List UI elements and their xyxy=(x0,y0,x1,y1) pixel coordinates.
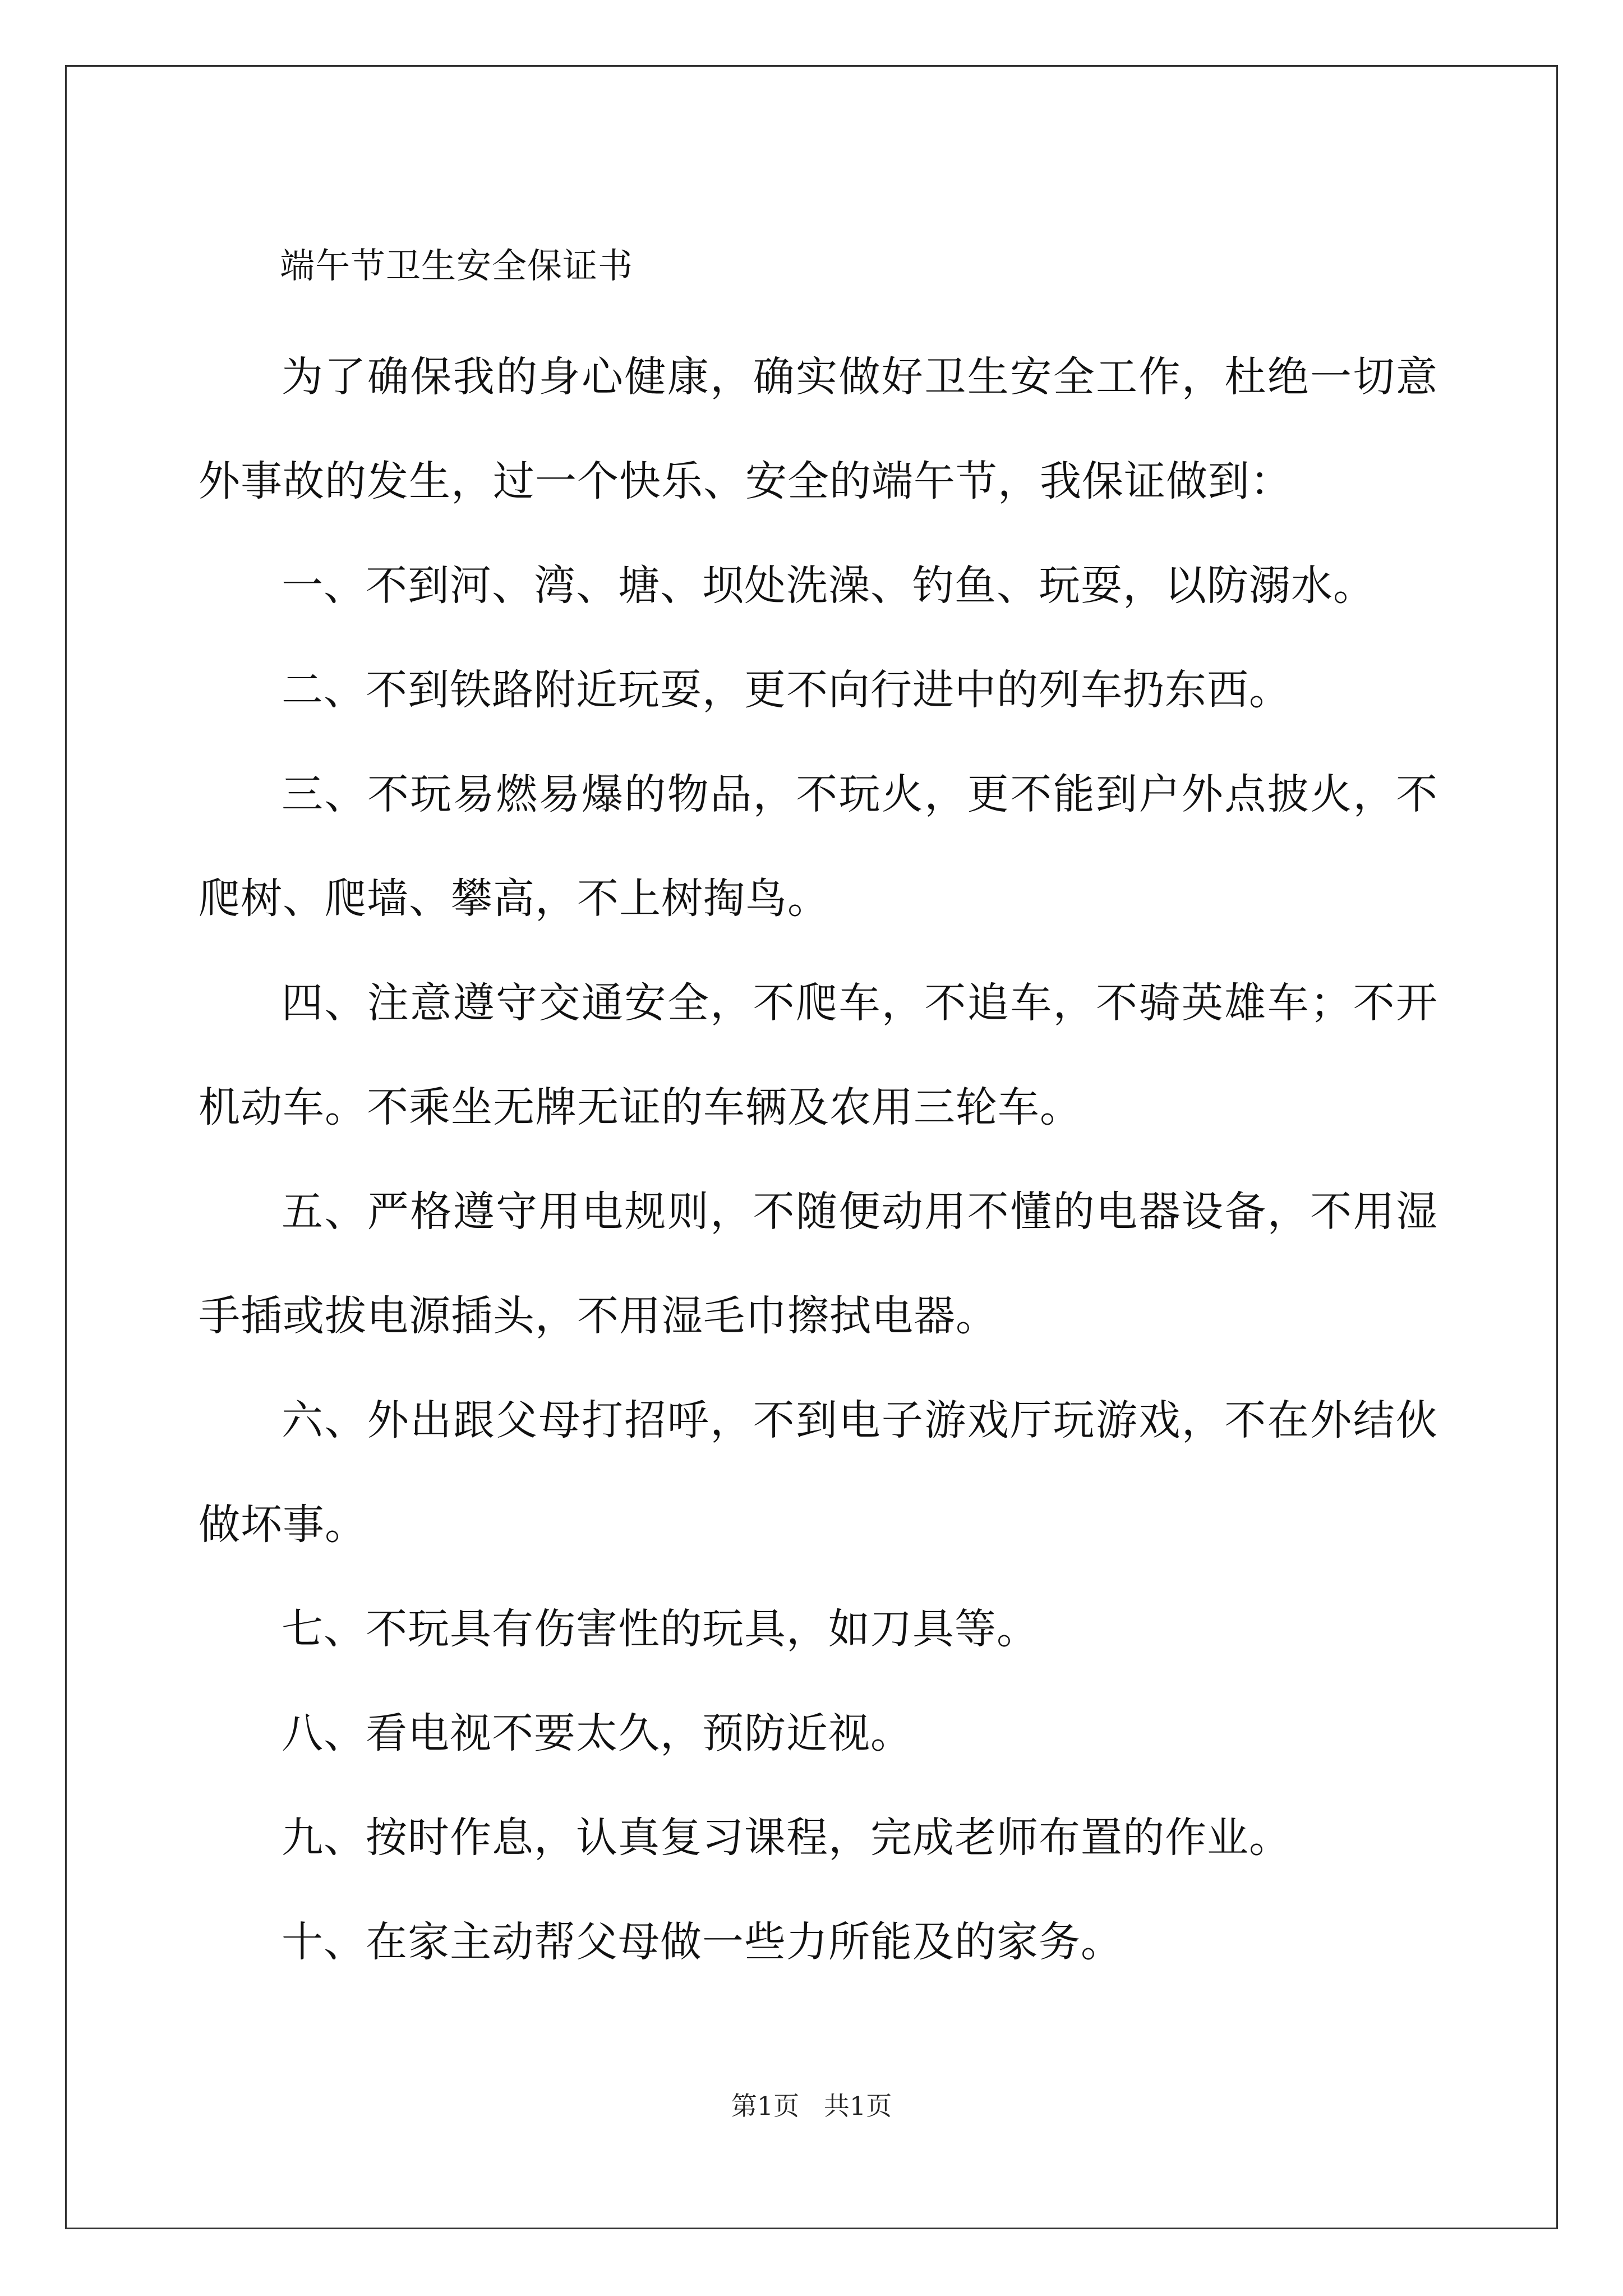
rule-paragraph-8: 八、看电视不要太久，预防近视。 xyxy=(282,1709,912,1757)
rule-paragraph-1: 一、不到河、湾、塘、坝处洗澡、钓鱼、玩耍，以防溺水。 xyxy=(282,562,1375,610)
intro-paragraph: 为了确保我的身心健康，确实做好卫生安全工作，杜绝一切意外事故的发生，过一个快乐、安全的端午节，我保证做到： xyxy=(199,353,1438,505)
page-number-footer: 第1页 共1页 xyxy=(731,2091,892,2121)
rule-paragraph-6: 六、外出跟父母打招呼，不到电子游戏厅玩游戏，不在外结伙做坏事。 xyxy=(199,1396,1438,1549)
rule-paragraph-2: 二、不到铁路附近玩耍，更不向行进中的列车扔东西。 xyxy=(282,666,1291,714)
rule-paragraph-10: 十、在家主动帮父母做一些力所能及的家务。 xyxy=(282,1918,1123,1966)
page-border xyxy=(65,65,1558,2229)
rule-paragraph-9: 九、按时作息，认真复习课程，完成老师布置的作业。 xyxy=(282,1814,1291,1862)
rule-paragraph-4: 四、注意遵守交通安全，不爬车，不追车，不骑英雄车；不开机动车。不乘坐无牌无证的车辆及农用三轮车。 xyxy=(199,979,1438,1131)
document-body xyxy=(67,67,1556,2228)
rule-paragraph-3: 三、不玩易燃易爆的物品，不玩火，更不能到户外点披火，不爬树、爬墙、攀高，不上树掏鸟。 xyxy=(199,770,1438,923)
rule-paragraph-7: 七、不玩具有伤害性的玩具，如刀具等。 xyxy=(282,1605,1039,1653)
document-title: 端午节卫生安全保证书 xyxy=(280,245,634,286)
rule-paragraph-5: 五、严格遵守用电规则，不随便动用不懂的电器设备，不用湿手插或拔电源插头，不用湿毛巾擦拭电器。 xyxy=(199,1188,1438,1340)
